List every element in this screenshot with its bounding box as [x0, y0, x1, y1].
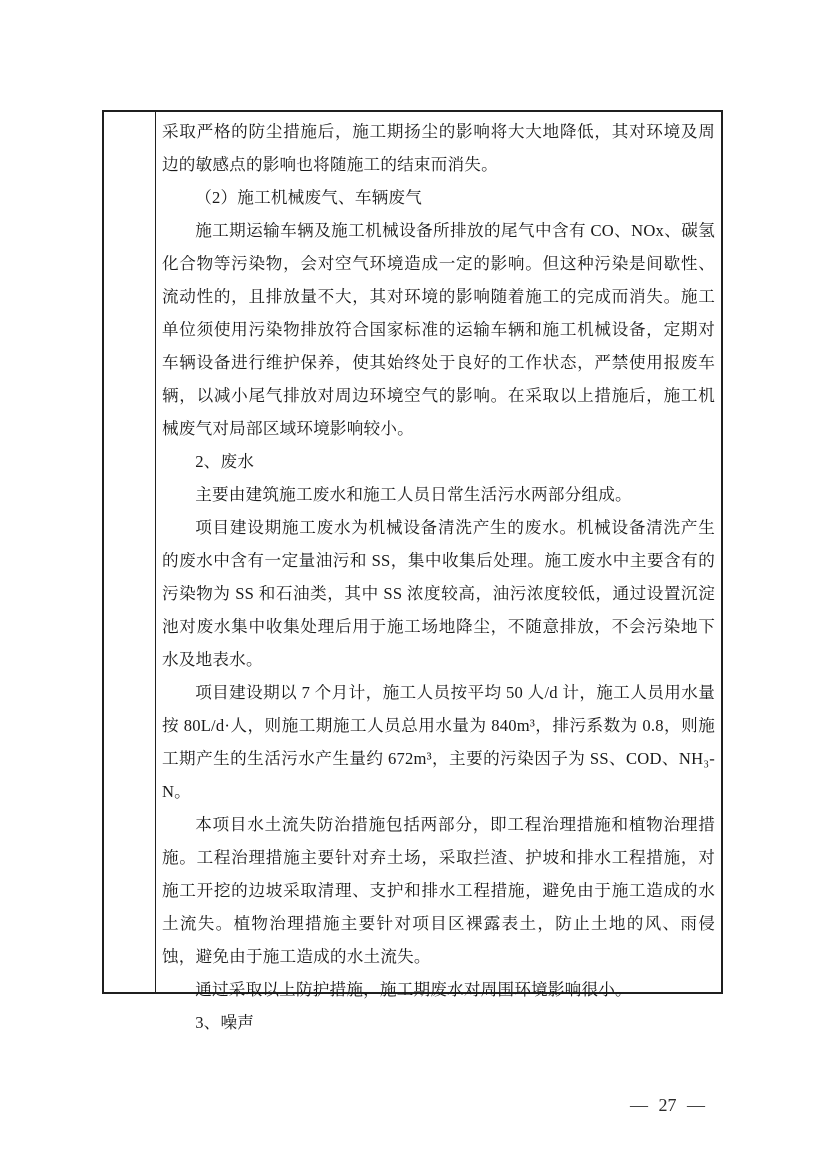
- paragraph: 项目建设期施工废水为机械设备清洗产生的废水。机械设备清洗产生的废水中含有一定量油污和 SS，集中收集后处理。施工废水中主要含有的污染物为 SS 和石油类，其中 SS 浓度较高，油污浓度较低，通过设置沉淀池对废水集中收集处理后用于施工场地降尘，不随意排放，不会污染地下水及地表水。: [162, 518, 715, 669]
- paragraph: 通过采取以上防护措施，施工期废水对周围环境影响很小。: [195, 980, 632, 999]
- paragraph: 2、废水: [195, 452, 255, 471]
- table-content-cell: [156, 112, 721, 1032]
- paragraph: （2）施工机械废气、车辆废气: [195, 188, 423, 207]
- table-label-cell: [104, 112, 156, 992]
- paragraph: 主要由建筑施工废水和施工人员日常生活污水两部分组成。: [195, 485, 632, 504]
- paragraph: 本项目水土流失防治措施包括两部分，即工程治理措施和植物治理措施。工程治理措施主要针对弃土场，采取拦渣、护坡和排水工程措施，对施工开挖的边坡采取清理、支护和排水工程措施，避免由于施工造成的水土流失。植物治理措施主要针对项目区裸露表土，防止土地的风、雨侵蚀，避免由于施工造成的水土流失。: [162, 815, 715, 966]
- paragraph: 施工期运输车辆及施工机械设备所排放的尾气中含有 CO、NOx、碳氢化合物等污染物，会对空气环境造成一定的影响。但这种污染是间歇性、流动性的，且排放量不大，其对环境的影响随着施工的完成而消失。施工单位须使用污染物排放符合国家标准的运输车辆和施工机械设备，定期对车辆设备进行维护保养，使其始终处于良好的工作状态，严禁使用报废车辆，以减小尾气排放对周边环境空气的影响。在采取以上措施后，施工机械废气对局部区域环境影响较小。: [162, 221, 715, 438]
- page-number: — 27 —: [630, 1095, 705, 1115]
- paragraph: 项目建设期以 7 个月计，施工人员按平均 50 人/d 计，施工人员用水量按 80L/d·人，则施工期施工人员总用水量为 840m³，排污系数为 0.8，则施工期产生的生活污水产生量约 672m³，主要的污染因子为 SS、COD、NH₃-N。: [162, 683, 715, 801]
- report-table: [102, 110, 723, 1032]
- paragraph: 采取严格的防尘措施后，施工期扬尘的影响将大大地降低，其对环境及周边的敏感点的影响也将随施工的结束而消失。: [162, 122, 715, 174]
- paragraph: 3、噪声: [195, 1013, 255, 1032]
